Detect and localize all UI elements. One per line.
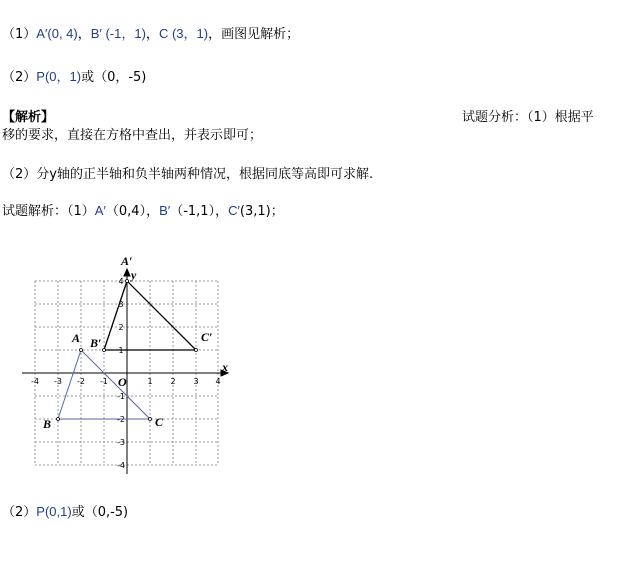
answer-suffix: ，画图见解析； [208,27,300,42]
item-number: （2） [2,70,37,85]
separator: ， [145,27,159,42]
y-tick: 3 [118,300,124,309]
y-tick: 2 [118,323,124,332]
coords-b-prime: （-1,1） [170,204,216,219]
label-o: O [118,375,127,389]
x-tick: -1 [100,377,108,386]
analysis-text-continued: 移的要求，直接在方格中查出，并表示即可； [2,128,263,143]
point-marker [80,349,83,352]
item-number: （2） [2,505,37,520]
point-marker [57,418,60,421]
x-tick: -4 [31,377,39,386]
point-marker [149,418,152,421]
label-c-prime: C′ [228,203,240,218]
solution-prefix: 试题解析：（1） [2,204,95,219]
axes [22,269,228,474]
label-b: B [43,417,52,431]
label-a-prime: A′ [121,254,133,268]
y-tick: 1 [118,346,124,355]
coords-a-prime: （0,4） [105,204,147,219]
label-c: C [155,415,164,429]
separator: ； [270,204,284,219]
y-tick: -3 [117,438,125,447]
point-marker [103,349,106,352]
label-a: A [72,331,81,345]
analysis-text-part2: （2）分y轴的正半轴和负半轴两种情况，根据同底等高即可求解. [2,167,374,182]
y-tick: -4 [117,461,125,470]
y-tick: -2 [117,415,125,424]
x-tick: 4 [215,377,221,386]
triangle-a-prime-b-prime-c-prime [104,281,196,350]
x-tick: 2 [170,377,176,386]
x-tick: -3 [54,377,62,386]
separator: ， [146,204,160,219]
answer-suffix: 或（0，-5) [81,70,147,85]
point-b-prime: B′ (-1，1) [90,26,146,41]
label-b-prime: B′ [159,203,171,218]
solution-line-2 [2,501,128,520]
x-tick: -2 [77,377,85,386]
point-c: C (3，1) [158,26,209,41]
point-p: P(0,1) [36,504,72,519]
x-tick: 1 [147,377,153,386]
point-p: P(0，1) [36,69,82,84]
label-b-prime: B′ [90,336,102,350]
y-axis-arrow [124,269,130,276]
y-tick: 4 [118,277,124,286]
point-marker [126,280,129,283]
separator: ， [215,204,229,219]
label-a-prime: A′ [94,203,106,218]
separator: ， [77,27,91,42]
point-marker [195,349,198,352]
coords-c-prime: (3,1) [239,204,271,219]
label-c-prime: C′ [201,330,213,344]
analysis-header: 【解析】 [2,110,55,125]
answer-suffix: 或（0,-5) [71,505,129,520]
point-a-prime: A′(0, 4) [36,26,78,41]
y-tick: -1 [117,392,125,401]
x-tick: 3 [193,377,199,386]
item-number: （1） [2,27,37,42]
label-y: y [131,268,137,282]
label-x: x [222,360,228,374]
analysis-text-start: 试题分析：（1）根据平 [462,110,594,125]
